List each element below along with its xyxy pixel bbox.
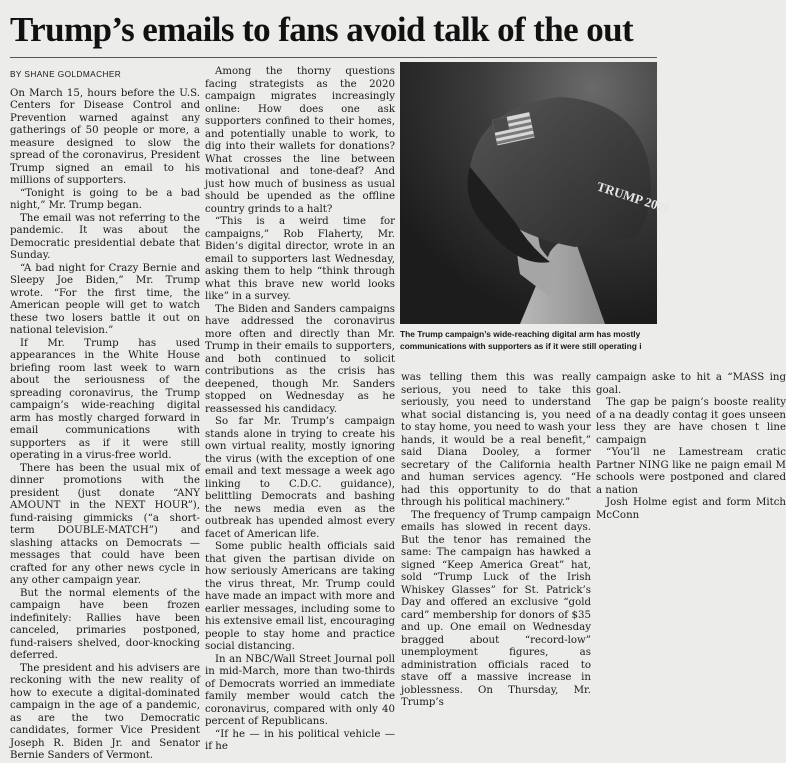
caption-line: The Trump campaign’s wide-reaching digital arm has mostly [400,329,641,339]
byline: BY SHANE GOLDMACHER [10,69,122,79]
photo-illustration [400,62,673,324]
paragraph: campaign aske to hit a “MASS ing goal. [596,372,786,396]
paragraph: “If he — in his political vehicle — if he [205,728,395,752]
cap-lettering: TRUMP 2020 [595,178,673,217]
article-photo [400,62,673,324]
paragraph: The gap be paign’s booste reality of a na deadly contag it goes unseen less they are have chosen t line campaign [596,397,786,446]
paragraph: “You’ll ne Lamestream cratic Partner NING like ne paign email M schools were postponed and clared a nation [596,447,786,496]
paragraph: “This is a weird time for campaigns,” Rob Flaherty, Mr. Biden’s digital director, wrote in an email to supporters last Wednesday, asking them to help “think through what this brave new world looks like” in a survey. [205,216,395,302]
paragraph: In an NBC/Wall Street Journal poll in mid-March, more than two-thirds of Democrats worried an immediate family member would catch the coronavirus, compared with only 40 percent of Republicans. [205,653,395,727]
article-column-1 [10,66,200,761]
paragraph: So far Mr. Trump’s campaign stands alone in trying to create his own virtual reality, mostly ignoring the virus (with the exception of one email and text message a week ago linking to C.D.C. guidance), belittling Democrats and bashing the news media even as the outbreak has upended almost every facet of American life. [205,416,395,540]
paragraph: On March 15, hours before the U.S. Centers for Disease Control and Prevention warned against any gatherings of 50 people or more, a measure designed to slow the spread of the coronavirus, President Trump signed an email to his millions of supporters. [10,87,200,186]
headline: Trump’s emails to fans avoid talk of the out [10,10,634,49]
article-column-2 [205,66,395,752]
paragraph: Among the thorny questions facing strategists as the 2020 campaign migrates increasingly online: How does one ask supporters confined to their homes, and potentially unable to work, to dig into their wallets for donations? What crosses the line between motivational and tone-deaf? And just how much of business as usual should be upended as the offline country grinds to a halt? [205,66,395,215]
caption-line: communications with supporters as if it were still operating i [400,341,642,351]
paragraph: There has been the usual mix of dinner promotions with the president (just donate “ANY AMOUNT in the NEXT HOUR”), fund-raising gimmicks (“a short-term DOUBLE-MATCH”) and slashing attacks on Democrats — messages that could have been crafted for any other news cycle in any other campaign year. [10,462,200,586]
headline-rule [10,57,657,58]
paragraph: The email was not referring to the pandemic. It was about the Democratic presidential debate that Sunday. [10,212,200,261]
photo-caption [400,328,700,352]
paragraph: If Mr. Trump has used appearances in the White House briefing room last week to warn about the seriousness of the spreading coronavirus, the Trump campaign’s wide-reaching digital arm has mostly charged forward in email communications with supporters as if it were still operating in a virus-free world. [10,337,200,461]
paragraph: But the normal elements of the campaign have been frozen indefinitely: Rallies have been canceled, primaries postponed, fund-raisers shelved, door-knocking deferred. [10,587,200,661]
paragraph: was telling them this was really serious, you need to take this seriously, you need to understand what social distancing is, you need to stay home, you need to wash your hands, it would be a real benefit,” said Diana Dooley, a former secretary of the California health and human services agency. “He had this opportunity to do that through his political machinery.” [401,372,591,508]
paragraph: Some public health officials said that given the partisan divide on how seriously Americans are taking the virus threat, Mr. Trump could have made an impact with more and earlier messages, including some to his extensive email list, encouraging people to stay home and practice social distancing. [205,541,395,652]
paragraph: The frequency of Trump campaign emails has slowed in recent days. But the tenor has remained the same: The campaign has hawked a signed “Keep America Great” hat, sold “Trump Luck of the Irish Whiskey Glasses” for St. Patrick’s Day and offered an exclusive “gold card” membership for donors of $35 and up. One email on Wednesday bragged about “record-low” unemployment figures, as administration officials raced to stave off a massive increase in joblessness. On Thursday, Mr. Trump’s [401,509,591,708]
article-column-4 [596,372,786,634]
paragraph: “Tonight is going to be a bad night,” Mr. Trump began. [10,187,200,211]
paragraph: “A bad night for Crazy Bernie and Sleepy Joe Biden,” Mr. Trump wrote. “For the first time, the American people will get to watch these two losers battle it out on national television.” [10,262,200,336]
paragraph: The Biden and Sanders campaigns have addressed the coronavirus more often and directly than Mr. Trump in their emails to supporters, and both continued to solicit contributions as the crisis has deepened, though Mr. Sanders stopped on Wednesday as he reassessed his candidacy. [205,303,395,415]
paragraph: The president and his advisers are reckoning with the new reality of how to execute a digital-dominated campaign in the age of a pandemic, as are the two Democratic candidates, former Vice President Joseph R. Biden Jr. and Senator Bernie Sanders of Vermont. [10,662,200,761]
article-column-3 [401,372,591,708]
paragraph: Josh Holme egist and form Mitch McConn [596,497,786,521]
